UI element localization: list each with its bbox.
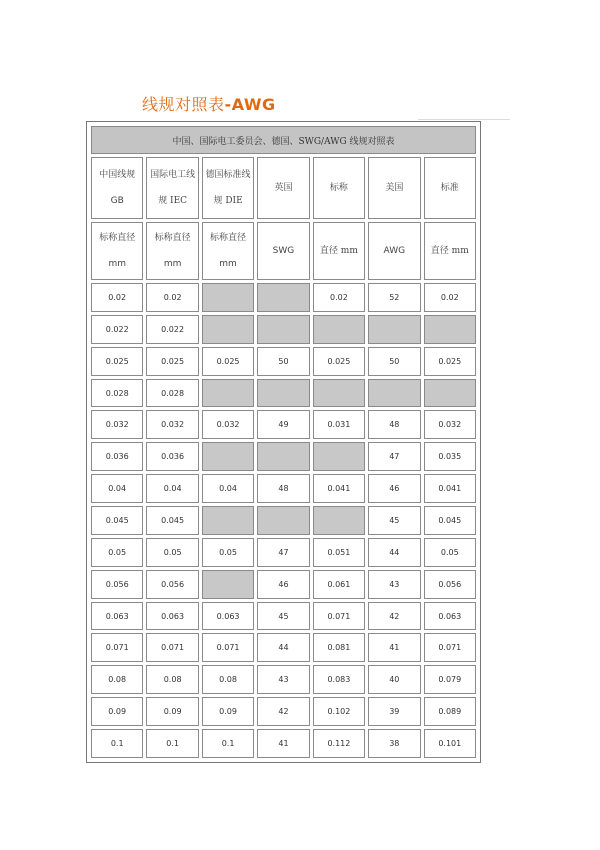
header-cell-swg-diameter-line: 标称: [329, 183, 348, 193]
cell-swg: 41: [257, 729, 309, 758]
cell-awg: 44: [368, 538, 420, 567]
unit-cell-awg-line: AWG: [383, 246, 406, 256]
cell-swg: 44: [257, 633, 309, 662]
header-cell-awg-diameter: [424, 157, 476, 219]
cell-swg-diameter: 0.02: [313, 283, 365, 312]
cell-swg: 46: [257, 570, 309, 599]
cell-iec: 0.09: [146, 697, 198, 726]
unit-cell-iec-line: mm: [163, 259, 182, 269]
header-cell-die-line: 德国标准线: [205, 170, 251, 180]
cell-die: 0.071: [202, 633, 254, 662]
cell-gb: 0.09: [91, 697, 143, 726]
header-cell-gb: [91, 157, 143, 219]
cell-die: 0.08: [202, 665, 254, 694]
table-row: [91, 570, 476, 599]
header-cell-iec: [146, 157, 198, 219]
cell-awg-diameter: 0.063: [424, 602, 476, 631]
empty-cell: [368, 315, 420, 344]
cell-swg: 43: [257, 665, 309, 694]
empty-cell: [424, 379, 476, 408]
cell-awg-diameter: 0.02: [424, 283, 476, 312]
cell-awg: 48: [368, 410, 420, 439]
cell-awg-diameter: 0.089: [424, 697, 476, 726]
cell-iec: 0.063: [146, 602, 198, 631]
wire-gauge-table: [88, 123, 479, 761]
cell-awg-diameter: 0.032: [424, 410, 476, 439]
header-cell-gb-line: GB: [110, 196, 124, 206]
empty-cell: [202, 442, 254, 471]
unit-cell-swg-diameter-line: 直径 mm: [319, 246, 358, 256]
unit-cell-awg: [368, 222, 420, 280]
table-row: [91, 410, 476, 439]
cell-iec: 0.036: [146, 442, 198, 471]
header-cell-swg-line: 英国: [274, 183, 293, 193]
table-row: [91, 633, 476, 662]
unit-cell-awg-diameter-line: 直径 mm: [430, 246, 469, 256]
empty-cell: [202, 315, 254, 344]
cell-iec: 0.1: [146, 729, 198, 758]
cell-gb: 0.028: [91, 379, 143, 408]
cell-iec: 0.02: [146, 283, 198, 312]
cell-awg-diameter: 0.071: [424, 633, 476, 662]
cell-swg-diameter: 0.061: [313, 570, 365, 599]
unit-cell-gb-line: 标称直径: [99, 233, 136, 243]
unit-cell-swg-line: SWG: [272, 246, 295, 256]
title-chinese: 线规对照表: [142, 95, 225, 114]
cell-die: 0.025: [202, 347, 254, 376]
unit-cell-iec-line: 标称直径: [154, 233, 191, 243]
cell-gb: 0.063: [91, 602, 143, 631]
cell-die: 0.063: [202, 602, 254, 631]
cell-awg-diameter: 0.05: [424, 538, 476, 567]
header-row-standards: [91, 157, 476, 219]
cell-swg: 45: [257, 602, 309, 631]
cell-iec: 0.025: [146, 347, 198, 376]
cell-swg: 47: [257, 538, 309, 567]
table-row: [91, 474, 476, 503]
cell-iec: 0.08: [146, 665, 198, 694]
cell-awg: 39: [368, 697, 420, 726]
table-row: [91, 665, 476, 694]
cell-gb: 0.025: [91, 347, 143, 376]
cell-awg: 47: [368, 442, 420, 471]
table-row: [91, 729, 476, 758]
cell-awg: 45: [368, 506, 420, 535]
empty-cell: [313, 379, 365, 408]
cell-iec: 0.071: [146, 633, 198, 662]
empty-cell: [368, 379, 420, 408]
title-latin: -AWG: [224, 95, 276, 114]
cell-die: 0.032: [202, 410, 254, 439]
cell-iec: 0.045: [146, 506, 198, 535]
cell-swg-diameter: 0.112: [313, 729, 365, 758]
cell-awg: 40: [368, 665, 420, 694]
header-cell-iec-line: 国际电工线: [150, 170, 196, 180]
table-caption: 中国、国际电工委员会、德国、SWG/AWG 线规对照表: [91, 126, 476, 154]
empty-cell: [257, 379, 309, 408]
header-cell-iec-line: 规 IEC: [158, 196, 188, 206]
header-cell-awg-line: 美国: [385, 183, 404, 193]
unit-cell-swg: [257, 222, 309, 280]
header-cell-awg: [368, 157, 420, 219]
header-cell-gb-line: 中国线规: [99, 170, 136, 180]
cell-gb: 0.08: [91, 665, 143, 694]
cell-swg-diameter: 0.071: [313, 602, 365, 631]
cell-gb: 0.036: [91, 442, 143, 471]
unit-cell-awg-diameter: [424, 222, 476, 280]
header-cell-die-line: 规 DIE: [213, 196, 243, 206]
cell-iec: 0.04: [146, 474, 198, 503]
table-row: [91, 538, 476, 567]
cell-iec: 0.056: [146, 570, 198, 599]
unit-cell-gb-line: mm: [108, 259, 126, 269]
cell-iec: 0.022: [146, 315, 198, 344]
header-cell-awg-diameter-line: 标准: [440, 183, 459, 193]
cell-gb: 0.032: [91, 410, 143, 439]
header-cell-swg: [257, 157, 309, 219]
cell-die: 0.1: [202, 729, 254, 758]
cell-die: 0.04: [202, 474, 254, 503]
table-row: [91, 697, 476, 726]
cell-swg-diameter: 0.041: [313, 474, 365, 503]
empty-cell: [257, 283, 309, 312]
cell-awg-diameter: 0.035: [424, 442, 476, 471]
cell-gb: 0.071: [91, 633, 143, 662]
cell-gb: 0.02: [91, 283, 143, 312]
cell-awg-diameter: 0.056: [424, 570, 476, 599]
cell-iec: 0.032: [146, 410, 198, 439]
cell-swg: 49: [257, 410, 309, 439]
header-cell-die: [202, 157, 254, 219]
unit-cell-gb: [91, 222, 143, 280]
cell-die: 0.09: [202, 697, 254, 726]
table-row: [91, 602, 476, 631]
empty-cell: [202, 283, 254, 312]
cell-gb: 0.022: [91, 315, 143, 344]
empty-cell: [257, 442, 309, 471]
cell-swg-diameter: 0.083: [313, 665, 365, 694]
cell-awg-diameter: 0.025: [424, 347, 476, 376]
cell-swg-diameter: 0.051: [313, 538, 365, 567]
header-cell-swg-diameter: [313, 157, 365, 219]
empty-cell: [313, 442, 365, 471]
cell-awg: 38: [368, 729, 420, 758]
cell-awg-diameter: 0.101: [424, 729, 476, 758]
empty-cell: [202, 379, 254, 408]
table-row: [91, 379, 476, 408]
cell-awg-diameter: 0.041: [424, 474, 476, 503]
cell-awg: 43: [368, 570, 420, 599]
cell-awg: 52: [368, 283, 420, 312]
cell-die: 0.05: [202, 538, 254, 567]
cell-gb: 0.1: [91, 729, 143, 758]
empty-cell: [257, 506, 309, 535]
cell-swg-diameter: 0.102: [313, 697, 365, 726]
cell-awg: 50: [368, 347, 420, 376]
table-row: [91, 315, 476, 344]
unit-cell-die-line: mm: [219, 259, 237, 269]
cell-awg-diameter: 0.079: [424, 665, 476, 694]
empty-cell: [313, 506, 365, 535]
cell-awg: 42: [368, 602, 420, 631]
empty-cell: [257, 315, 309, 344]
cell-gb: 0.056: [91, 570, 143, 599]
cell-swg-diameter: 0.081: [313, 633, 365, 662]
cell-awg: 41: [368, 633, 420, 662]
unit-cell-die-line: 标称直径: [210, 233, 247, 243]
cell-iec: 0.028: [146, 379, 198, 408]
title-divider: [418, 119, 510, 120]
empty-cell: [202, 570, 254, 599]
cell-swg: 48: [257, 474, 309, 503]
table-row: [91, 283, 476, 312]
wire-gauge-table-frame: [86, 121, 481, 763]
cell-swg-diameter: 0.025: [313, 347, 365, 376]
unit-cell-iec: [146, 222, 198, 280]
unit-cell-swg-diameter: [313, 222, 365, 280]
unit-cell-die: [202, 222, 254, 280]
empty-cell: [202, 506, 254, 535]
cell-swg: 50: [257, 347, 309, 376]
cell-gb: 0.04: [91, 474, 143, 503]
cell-iec: 0.05: [146, 538, 198, 567]
cell-awg-diameter: 0.045: [424, 506, 476, 535]
cell-gb: 0.05: [91, 538, 143, 567]
empty-cell: [424, 315, 476, 344]
document-title: [142, 92, 276, 115]
cell-gb: 0.045: [91, 506, 143, 535]
table-row: [91, 506, 476, 535]
header-row-units: [91, 222, 476, 280]
table-row: [91, 442, 476, 471]
empty-cell: [313, 315, 365, 344]
table-row: [91, 347, 476, 376]
cell-awg: 46: [368, 474, 420, 503]
cell-swg: 42: [257, 697, 309, 726]
cell-swg-diameter: 0.031: [313, 410, 365, 439]
caption-row: [91, 126, 476, 154]
